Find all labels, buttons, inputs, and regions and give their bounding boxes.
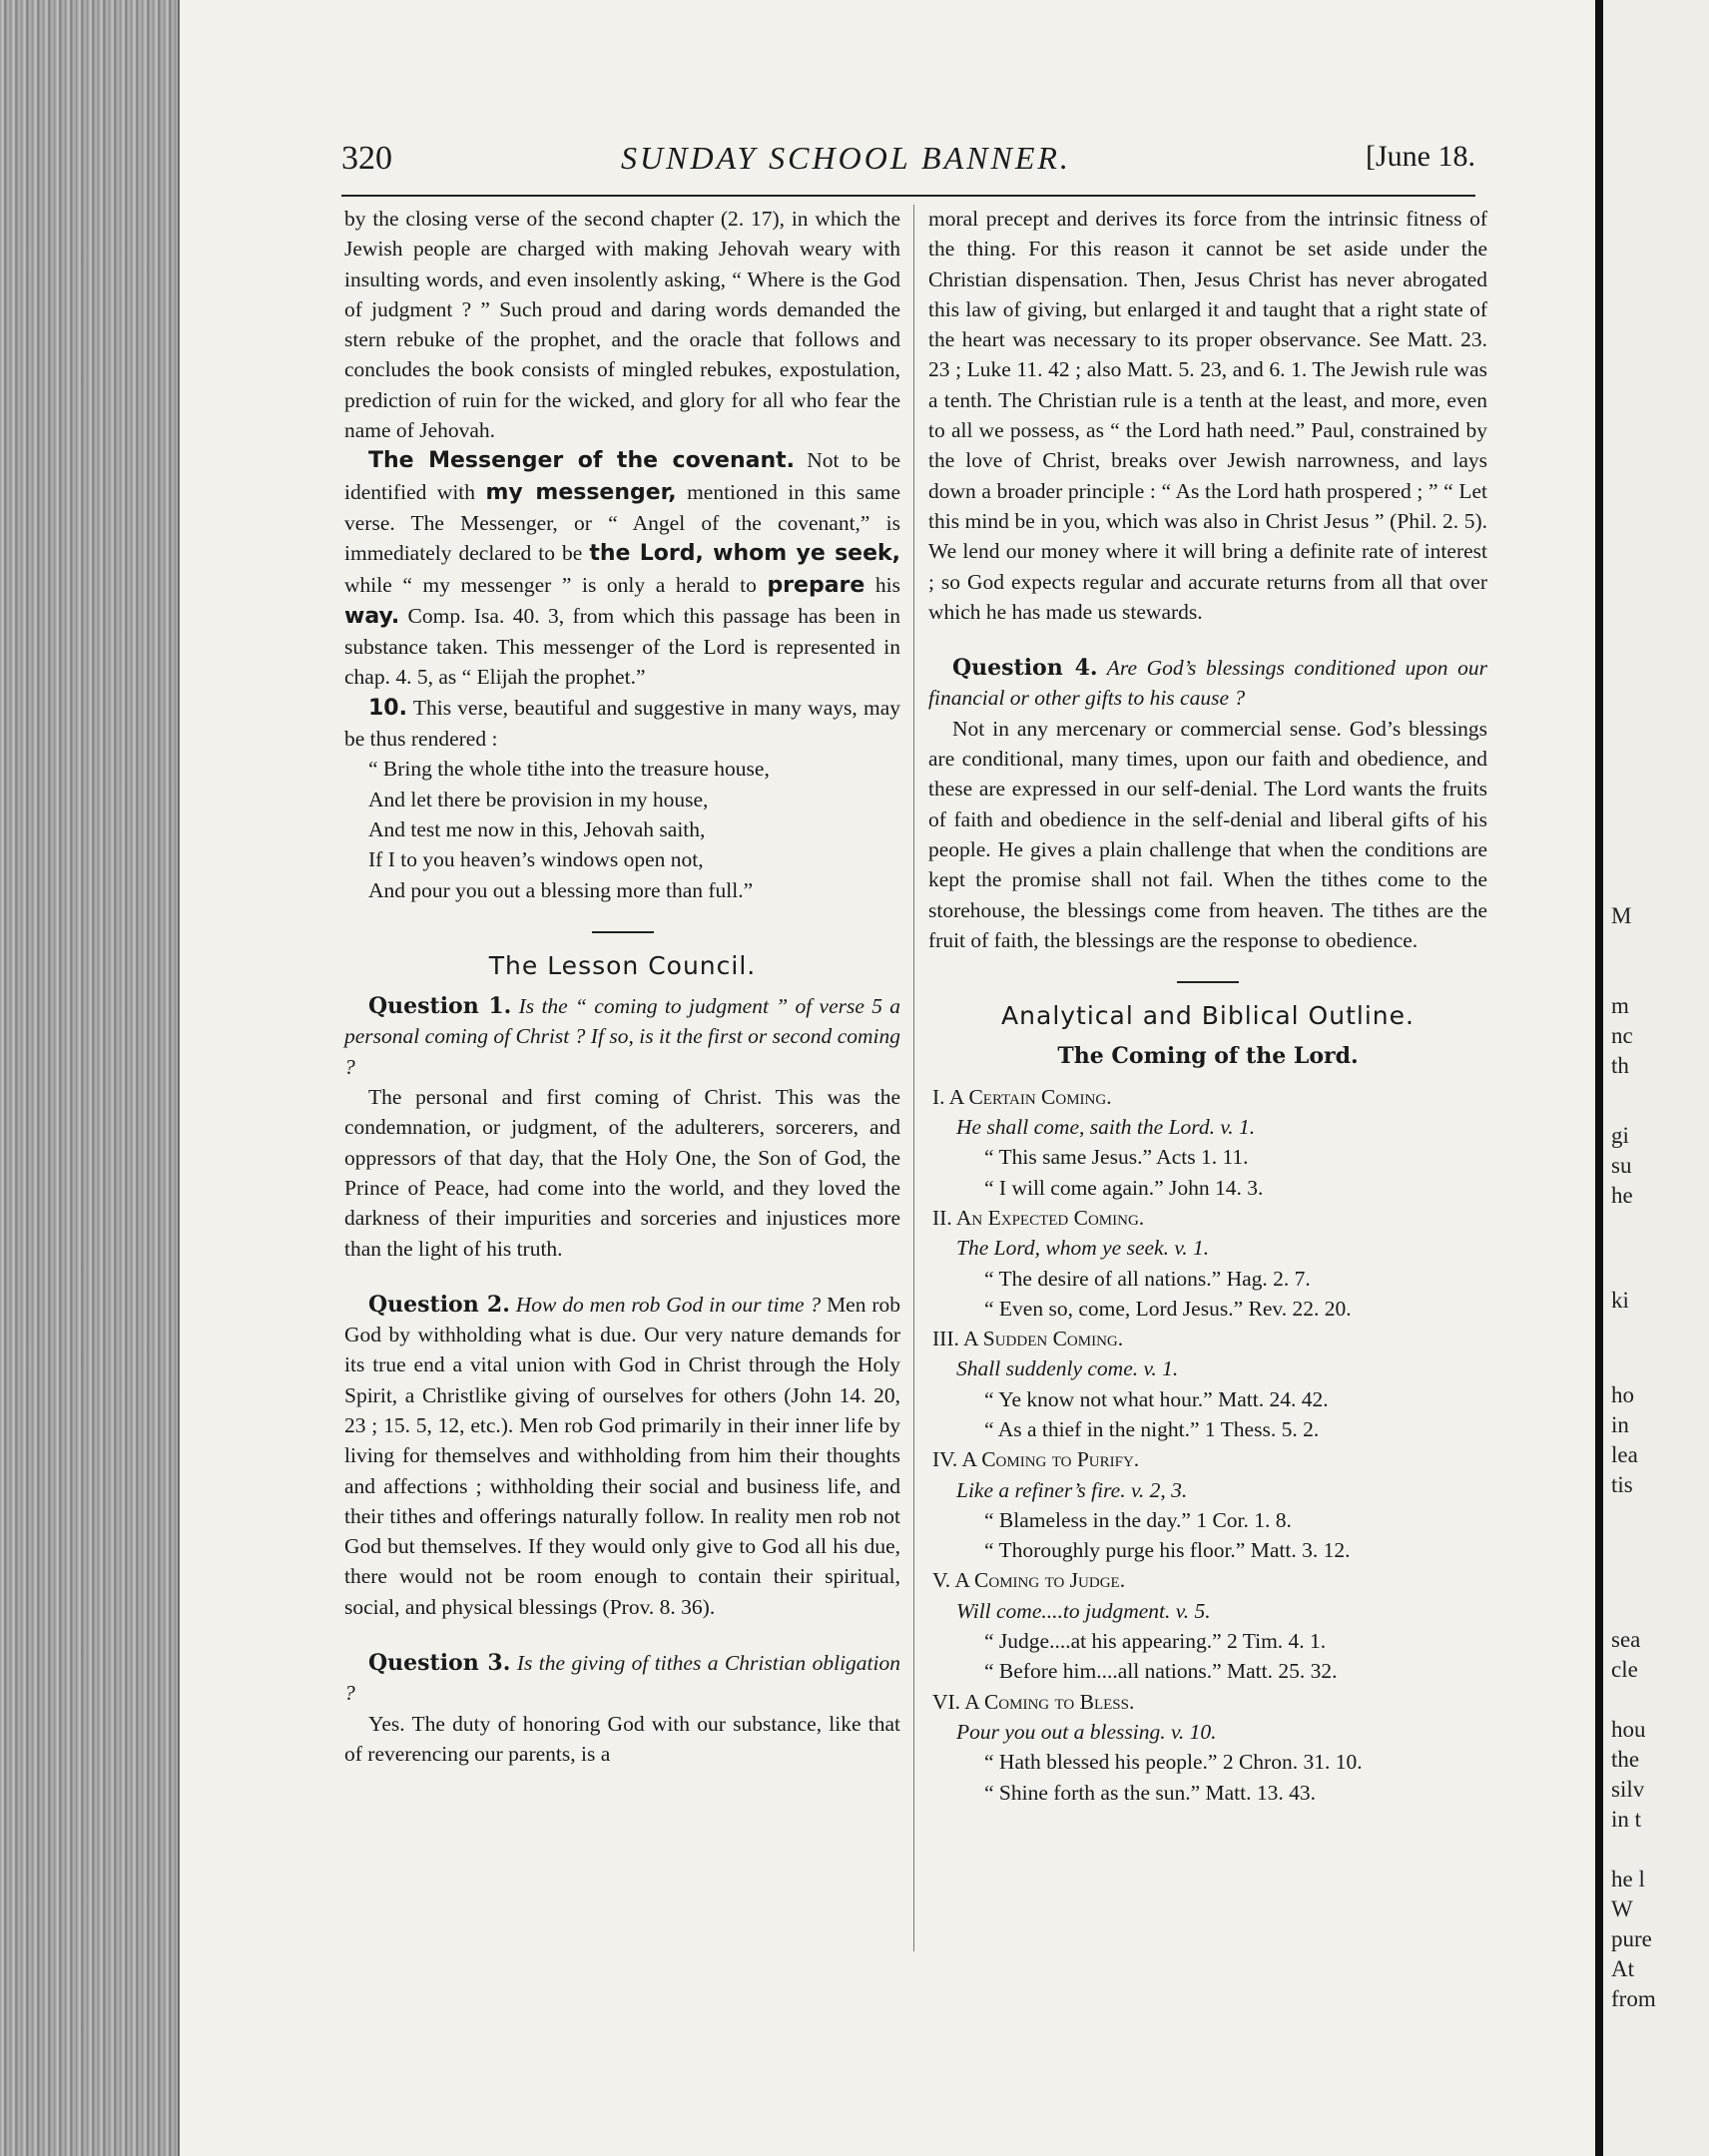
facing-page-fragment-text: sea <box>1611 1627 1641 1652</box>
outline-heading: III. A Sudden Coming. <box>932 1327 1124 1351</box>
facing-page-fragment-text: ho <box>1611 1382 1634 1407</box>
page-number: 320 <box>341 140 392 177</box>
verse-rendering <box>344 754 900 904</box>
outline-reference: “ Shine forth as the sun.” Matt. 13. 43. <box>984 1780 1317 1805</box>
poem-line: And pour you out a blessing more than full.” <box>368 877 754 902</box>
facing-page-fragment-text: in <box>1611 1412 1629 1437</box>
outline-text: Shall suddenly come. v. 1. <box>956 1356 1179 1381</box>
outline-reference: “ Even so, come, Lord Jesus.” Rev. 22. 20. <box>984 1296 1352 1321</box>
answer-4: Not in any mercenary or commercial sense. God’s blessings are conditional, many times, upon our faith and obedience, and these are expressed in our self-denial. The Lord wants the fruits of faith and obedience in the self-denial and liberal gifts of his people. He gives a plain challenge that when the conditions are kept the promise shall not fail. When the tithes come to the storehouse, the blessings come from heaven. The tithes are the fruit of faith, the blessings are the response to obedience. <box>928 716 1487 952</box>
outline-reference: “ Before him....all nations.” Matt. 25. 32. <box>984 1659 1338 1684</box>
running-title: SUNDAY SCHOOL BANNER. <box>621 140 1071 176</box>
facing-page-fragment-text: lea <box>1611 1442 1638 1467</box>
right-column <box>928 204 1487 1808</box>
issue-date: [June 18. <box>1366 140 1475 173</box>
section-rule <box>1177 981 1239 983</box>
page-header <box>341 140 1475 184</box>
facing-page-fragment-text: he l <box>1611 1867 1645 1891</box>
facing-page-fragment-text: M <box>1611 903 1632 928</box>
answer-1: The personal and first coming of Christ. This was the condemnation, or judgment, of the adulterers, sorcerers, and oppressors of that day, that the Holy One, the Son of God, the Prince of Peace, had come into the world, and they loved the darkness of their impurities and sorceries and injustices more than the light of his truth. <box>344 1085 900 1261</box>
outline-text: The Lord, whom ye seek. v. 1. <box>956 1236 1210 1261</box>
paragraph-verse-10: 10. This verse, beautiful and suggestive in many ways, may be thus rendered : <box>344 695 900 752</box>
paragraph-tithes: moral precept and derives its force from the intrinsic fitness of the thing. For this reason it cannot be set aside under the Christian dispensation. Then, Jesus Christ has never abrogated this law of giving, but enlarged it and taught that a right state of the heart was necessary to its proper observance. See Matt. 23. 23 ; Luke 11. 42 ; also Matt. 5. 23, and 6. 1. The Jewish rule was a tenth. The Christian rule is a tenth at the least, and more, even to all we possess, as “ the Lord hath need.” Paul, constrained by the love of Christ, breaks over Jewish narrowness, and lays down a broader principle : “ As the Lord hath prospered ; ” “ Let this mind be in you, which was also in Christ Jesus ” (Phil. 2. 5). We lend our money where it will bring a definite rate of interest ; so God expects regular and accurate returns from all that over which he has made us stewards. <box>928 207 1487 624</box>
facing-page-fragment-text: hou <box>1611 1717 1646 1742</box>
facing-page-fragment-text: he <box>1611 1183 1633 1208</box>
facing-page-fragment-text: gi <box>1611 1123 1629 1148</box>
paragraph-intro: by the closing verse of the second chapter (2. 17), in which the Jewish people are charged with making Jehovah weary with insulting words, and even insolently asking, “ Where is the God of judgment ? ” Such proud and daring words demanded the stern rebuke of the prophet, and the oracle that follows and concludes the book consists of mingled rebukes, expostulation, prediction of ruin for the wicked, and glory for all who fear the name of Jehovah. <box>344 207 900 443</box>
outline-text: He shall come, saith the Lord. v. 1. <box>956 1115 1256 1140</box>
facing-page-fragment-text: cle <box>1611 1657 1638 1682</box>
outline-list <box>928 1082 1487 1808</box>
outline-reference: “ Ye know not what hour.” Matt. 24. 42. <box>984 1386 1329 1411</box>
outline-reference: “ I will come again.” John 14. 3. <box>984 1175 1264 1200</box>
book-binding-edge <box>0 0 180 2156</box>
facing-page-fragment-text: m <box>1611 993 1629 1018</box>
outline-reference: “ As a thief in the night.” 1 Thess. 5. 2. <box>984 1416 1320 1441</box>
outline-reference: “ This same Jesus.” Acts 1. 11. <box>984 1145 1249 1170</box>
facing-page-fragment-text: from <box>1611 1986 1656 2011</box>
header-rule <box>341 195 1475 197</box>
facing-page-fragment-text: W <box>1611 1896 1633 1921</box>
outline-text: Will come....to judgment. v. 5. <box>956 1598 1211 1623</box>
answer-3: Yes. The duty of honoring God with our substance, like that of reverencing our parents, is a <box>344 1711 900 1766</box>
outline-heading: IV. A Coming to Purify. <box>932 1447 1140 1472</box>
outline-title: Analytical and Biblical Outline. <box>1001 1001 1415 1031</box>
poem-line: If I to you heaven’s windows open not, <box>368 847 704 872</box>
facing-page-fragment-text: silv <box>1611 1777 1645 1802</box>
question-2: Question 2. How do men rob God in our time ? Men rob God by withholding what is due. Our very nature demands for its true end a vital union with God in Christ through the Holy Spirit, a Christlike giving of ourselves for others (John 14. 20, 23 ; 15. 5, 12, etc.). Men rob God primarily in their inner life by living for themselves and withholding from him their thoughts and affections ; withholding their social and business life, and their tithes and offerings naturally follow. In reality men rob not God but themselves. If they would only give to God all his due, there would not be room enough to contain their spiritual, social, and physical blessings (Prov. 8. 36). <box>344 1291 901 1619</box>
left-column <box>344 204 900 1769</box>
facing-page-fragment-text: su <box>1611 1153 1632 1178</box>
outline-heading: V. A Coming to Judge. <box>932 1568 1126 1593</box>
outline-subtitle: The Coming of the Lord. <box>1057 1043 1359 1070</box>
facing-page-fragment-text: At <box>1611 1956 1634 1981</box>
outline-heading: VI. A Coming to Bless. <box>932 1689 1135 1714</box>
outline-reference: “ Blameless in the day.” 1 Cor. 1. 8. <box>984 1507 1292 1532</box>
outline-text: Pour you out a blessing. v. 10. <box>956 1719 1217 1744</box>
outline-text: Like a refiner’s fire. v. 2, 3. <box>956 1477 1188 1502</box>
outline-reference: “ Thoroughly purge his floor.” Matt. 3. 12. <box>984 1538 1351 1563</box>
facing-page-fragment-text: in t <box>1611 1807 1642 1832</box>
poem-line: “ Bring the whole tithe into the treasure house, <box>368 757 770 782</box>
outline-reference: “ The desire of all nations.” Hag. 2. 7. <box>984 1266 1311 1291</box>
facing-page-fragment-text: ki <box>1611 1288 1629 1313</box>
facing-page-fragment-text: the <box>1611 1747 1640 1772</box>
facing-page-fragment-text: nc <box>1611 1023 1633 1048</box>
facing-page-fragment-text: th <box>1611 1053 1629 1078</box>
column-divider <box>913 205 914 1951</box>
paragraph-messenger: The Messenger of the covenant. Not to be identified with my messenger, mentioned in this same verse. The Messenger, or “ Angel of the covenant,” is immediately declared to be the Lord, whom ye seek, while “ my messenger ” is only a herald to prepare his way. Comp. Isa. 40. 3, from which this passage has been in substance taken. This messenger of the Lord is represented in chap. 4. 5, as “ Elijah the prophet.” <box>344 448 900 690</box>
poem-line: And let there be provision in my house, <box>368 787 709 811</box>
outline-reference: “ Hath blessed his people.” 2 Chron. 31. 10. <box>984 1750 1363 1775</box>
facing-page-fragment-text: tis <box>1611 1472 1633 1497</box>
facing-page-fragment <box>1603 0 1709 2156</box>
question-3: Question 3. Is the giving of tithes a Christian obligation ? <box>344 1650 900 1706</box>
outline-heading: I. A Certain Coming. <box>932 1084 1112 1109</box>
outline-heading: II. An Expected Coming. <box>932 1205 1145 1230</box>
lesson-council-title: The Lesson Council. <box>488 950 757 980</box>
section-rule <box>592 931 654 933</box>
book-gutter <box>1595 0 1603 2156</box>
question-1: Question 1. Is the “ coming to judgment ” of verse 5 a personal coming of Christ ? If so, is it the first or second coming ? <box>344 993 901 1079</box>
facing-page-fragment-text: pure <box>1611 1926 1652 1951</box>
question-4: Question 4. Are God’s blessings conditioned upon our financial or other gifts to his cause ? <box>928 655 1487 711</box>
poem-line: And test me now in this, Jehovah saith, <box>368 816 706 841</box>
outline-reference: “ Judge....at his appearing.” 2 Tim. 4. 1. <box>984 1629 1327 1654</box>
